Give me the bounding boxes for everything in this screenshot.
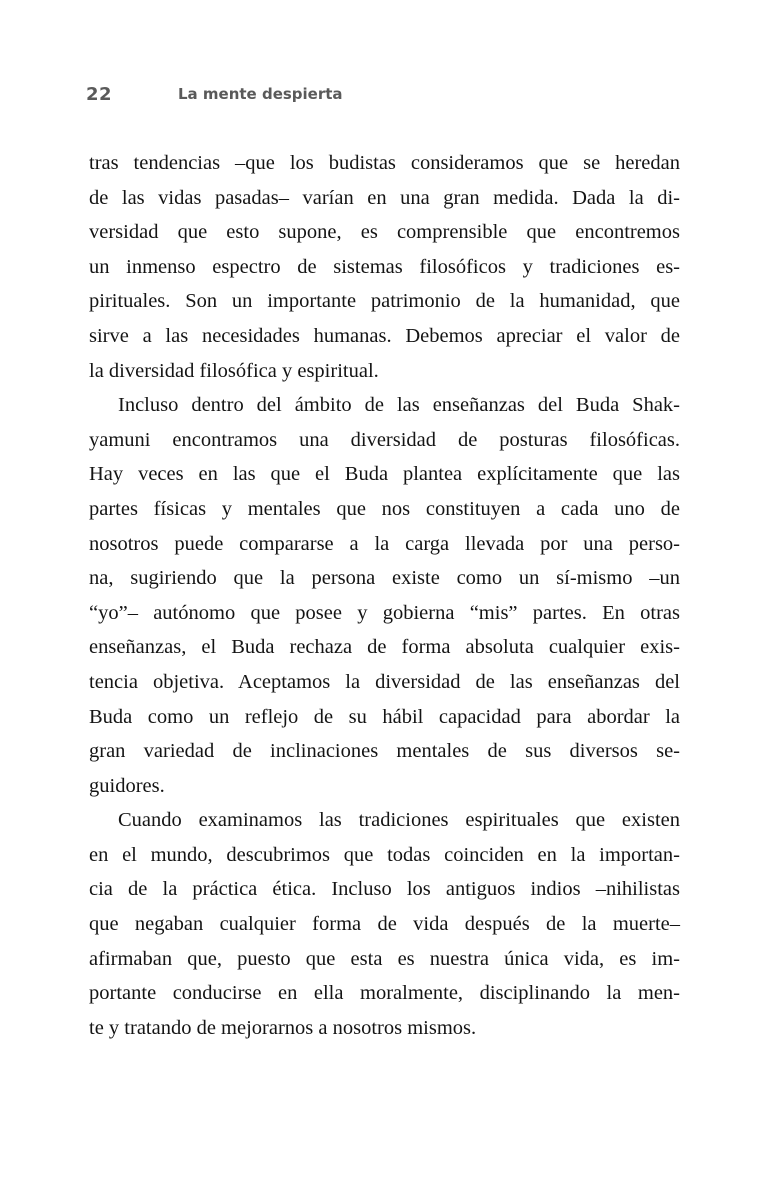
- text-line: cia de la práctica ética. Incluso los antiguos indios –nihilistas: [89, 878, 680, 901]
- paragraph-1: [89, 146, 680, 388]
- text-line: Hay veces en las que el Buda plantea explícitamente que las: [89, 463, 680, 486]
- text-line: nosotros puede compararse a la carga llevada por una perso-: [89, 532, 680, 555]
- text-line: versidad que esto supone, es comprensible que encontremos: [89, 221, 680, 244]
- text-line: enseñanzas, el Buda rechaza de forma absoluta cualquier exis-: [89, 636, 680, 659]
- text-line: Cuando examinamos las tradiciones espirituales que existen: [118, 809, 680, 832]
- text-line: afirmaban que, puesto que esta es nuestra única vida, es im-: [89, 947, 680, 970]
- text-line: te y tratando de mejorarnos a nosotros mismos.: [89, 1016, 477, 1039]
- text-line: pirituales. Son un importante patrimonio de la humanidad, que: [89, 290, 680, 313]
- text-line: tencia objetiva. Aceptamos la diversidad de las enseñanzas del: [89, 670, 680, 693]
- text-line: que negaban cualquier forma de vida después de la muerte–: [89, 913, 680, 936]
- text-line: gran variedad de inclinaciones mentales de sus diversos se-: [89, 740, 680, 763]
- running-title: La mente despierta: [178, 85, 343, 103]
- text-line: “yo”– autónomo que posee y gobierna “mis” partes. En otras: [89, 601, 680, 624]
- running-header: [86, 84, 686, 108]
- text-line: en el mundo, descubrimos que todas coinciden en la importan-: [89, 843, 680, 866]
- text-line: la diversidad filosófica y espiritual.: [89, 359, 379, 382]
- text-line: tras tendencias –que los budistas consideramos que se heredan: [89, 152, 680, 174]
- text-line: Incluso dentro del ámbito de las enseñanzas del Buda Shak-: [118, 394, 680, 417]
- text-line: portante conducirse en ella moralmente, disciplinando la men-: [89, 982, 680, 1005]
- text-line: sirve a las necesidades humanas. Debemos apreciar el valor de: [89, 324, 680, 347]
- text-line: yamuni encontramos una diversidad de posturas filosóficas.: [89, 428, 680, 451]
- text-line: guidores.: [89, 774, 165, 797]
- text-line: Buda como un reflejo de su hábil capacidad para abordar la: [89, 705, 680, 728]
- text-line: de las vidas pasadas– varían en una gran medida. Dada la di-: [89, 186, 680, 209]
- paragraph-2: [89, 388, 680, 803]
- page-number: 22: [86, 84, 113, 105]
- text-line: na, sugiriendo que la persona existe como un sí-mismo –un: [89, 567, 680, 590]
- text-line: partes físicas y mentales que nos constituyen a cada uno de: [89, 497, 680, 520]
- body-text: [89, 146, 680, 1045]
- text-line: un inmenso espectro de sistemas filosóficos y tradiciones es-: [89, 255, 680, 278]
- paragraph-3: [89, 803, 680, 1045]
